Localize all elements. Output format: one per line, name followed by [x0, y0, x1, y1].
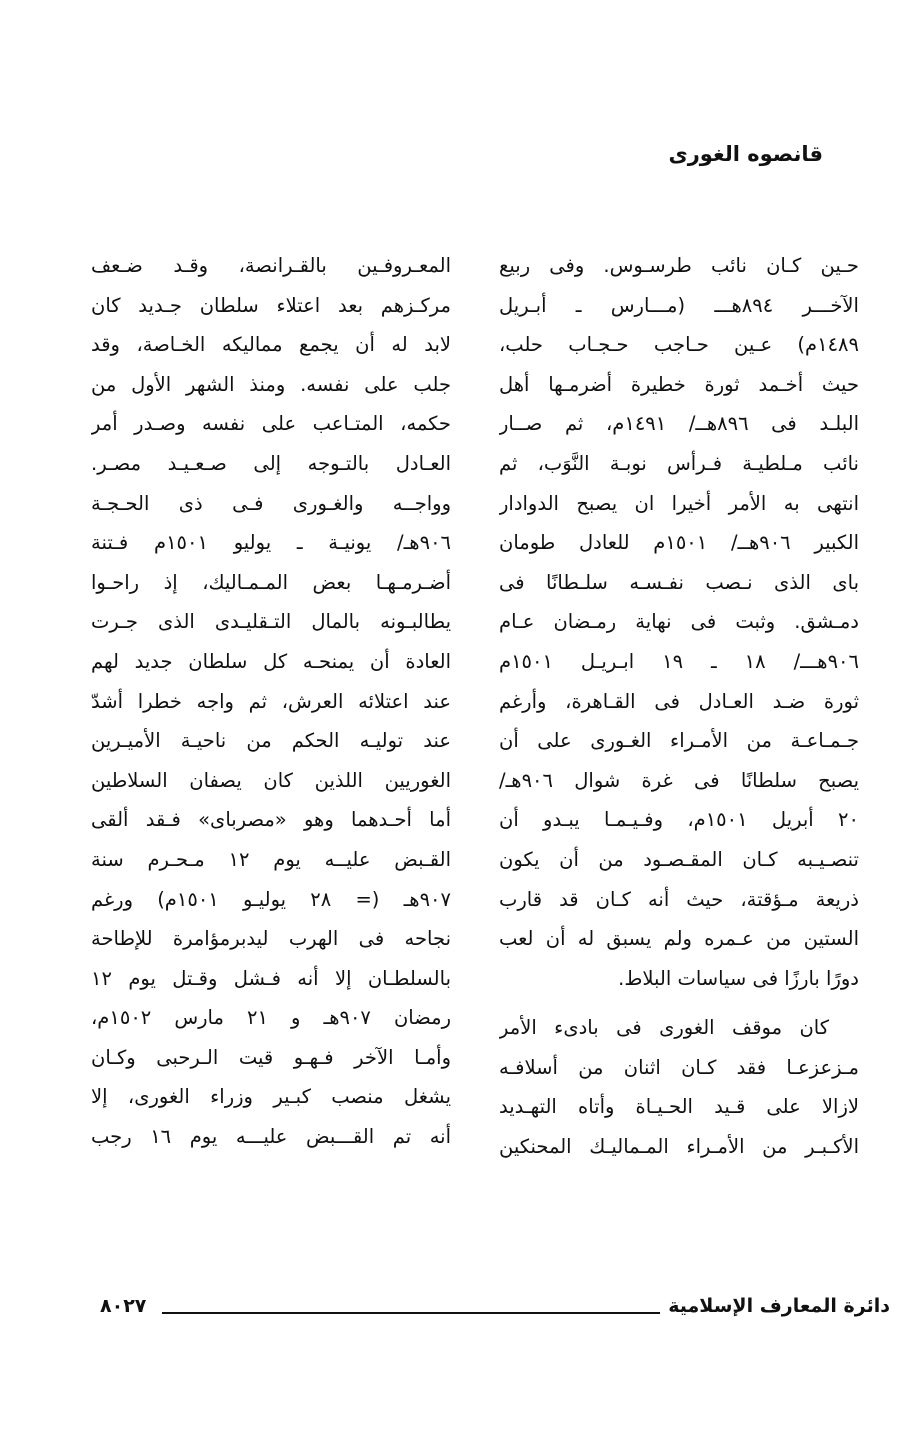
text-line: ٢٠ أبريل ١٥٠١م، وفـيـمـا يبـدو أن: [499, 808, 859, 832]
text-line: الستين من عـمره ولم يسبق له أن لعب: [499, 927, 859, 951]
text-line: تنصـيـبه كـان المقـصـود من أن يكون: [499, 847, 859, 871]
text-line: نجاحه فى الهرب ليدبرمؤامرة للإطاحة: [91, 927, 451, 951]
text-line: أما أحـدهما وهو «مصرباى» فـقد ألقى: [91, 808, 451, 832]
text-line: نائب مـلطيـة فـرأس نوبـة النَّوَب، ثم: [499, 451, 859, 475]
paragraph-gap: [499, 998, 859, 1008]
text-line: حكمه، المتـاعب على نفسه وصـدر أمر: [91, 412, 451, 436]
text-line: الأكـبـر من الأمـراء المـماليـك المحنكين: [499, 1135, 859, 1159]
text-line-content: كان موقف الغورى فى بادىء الأمر: [499, 1016, 829, 1040]
right-column: [499, 246, 859, 1167]
text-line: عند اعتلائه العرش، ثم واجه خطرا أشدّ: [91, 689, 451, 713]
text-line: البلـد فى ٨٩٦هــ/ ١٤٩١م، ثم صــار: [499, 412, 859, 436]
text-line: ٩٠٦هـــ/ ١٨ ـ ١٩ ابـريـل ١٥٠١م: [499, 649, 859, 673]
text-line: الآخـــر ٨٩٤هـــ (مـــارس ـ أبـريل: [499, 293, 859, 317]
text-line: [499, 1008, 859, 1048]
footer-rule: [162, 1312, 660, 1314]
text-line: المعـروفـين بالقـرانصة، وقـد ضـعف: [91, 254, 451, 277]
text-line: يصبح سلطانًا فى غرة شوال ٩٠٦هـ/: [499, 768, 859, 792]
text-line: القـبض عليــه يوم ١٢ مـحـرم سنة: [91, 847, 451, 871]
text-line: انتهى به الأمر أخيرا ان يصبح الدوادار: [499, 491, 859, 515]
text-line: ١٤٨٩م) عـين حـاجب حـجـاب حلب،: [499, 333, 859, 357]
text-line: جـمـاعـة من الأمـراء الغـورى على أن: [499, 729, 859, 753]
text-line: العادة أن يمنحـه كل سلطان جديد لهم: [91, 649, 451, 673]
text-line: رمضان ٩٠٧هـ و ٢١ مارس ١٥٠٢م،: [91, 1006, 451, 1030]
text-line: الكبير ٩٠٦هــ/ ١٥٠١م للعادل طومان: [499, 531, 859, 555]
text-line: ٩٠٦هـ/ يونيـة ـ يوليو ١٥٠١م فـتنة: [91, 531, 451, 555]
text-line: أضـرمـهـا بعض المـمـاليك، إذ راحـوا: [91, 570, 451, 594]
text-line: دمـشق. وثبت فى نهاية رمـضان عـام: [499, 610, 859, 634]
text-line: يشغل منصب كبـير وزراء الغورى، إلا: [91, 1085, 451, 1109]
footer-journal-name: دائرة المعارف الإسلامية: [668, 1295, 890, 1317]
text-line: بالسلطـان إلا أنه فـشل وقـتل يوم ١٢: [91, 966, 451, 990]
text-line: مركـزهم بعد اعتلاء سلطان جـديد كان: [91, 293, 451, 317]
text-line: يطالبـونه بالمال التـقليـدى الذى جـرت: [91, 610, 451, 634]
left-column: [91, 246, 451, 1157]
footer-page-number: ٨٠٢٧: [100, 1295, 147, 1317]
text-line: باى الذى نـصب نفـسـه سلـطانًا فى: [499, 570, 859, 594]
text-line: عند توليـه الحكم من ناحيـة الأميـرين: [91, 729, 451, 753]
text-line: ٩٠٧هـ (= ٢٨ يوليـو ١٥٠١م) ورغم: [91, 887, 451, 911]
text-line: وواجــه والغـورى فـى ذى الحـجـة: [91, 491, 451, 515]
text-line: وأمـا الآخر فـهـو قيت الـرحبى وكـان: [91, 1045, 451, 1069]
page-footer: [100, 1295, 890, 1325]
text-line: لازالا على قـيد الحـيـاة وأتاه التهـديد: [499, 1095, 859, 1119]
text-line: أنه تم القـــبض عليـــه يوم ١٦ رجب: [91, 1125, 451, 1149]
text-line: لابد له أن يجمع مماليكه الخـاصة، وقد: [91, 333, 451, 357]
text-line: ثورة ضـد العـادل فى القـاهرة، وأرغم: [499, 689, 859, 713]
text-line: مـزعزعـا فقد كـان اثنان من أسلافـه: [499, 1055, 859, 1079]
text-line: حيث أخـمد ثورة خطيرة أضرمـها أهل: [499, 372, 859, 396]
text-line: حـين كـان نائب طرسـوس. وفى ربيع: [499, 254, 859, 277]
text-line: الغوريين اللذين كان يصفان السلاطين: [91, 768, 451, 792]
text-line: العـادل بالتـوجه إلى صـعـيـد مصـر.: [91, 451, 451, 475]
text-line: دورًا بارزًا فى سياسات البلاط.: [618, 966, 859, 990]
text-line: ذريعة مـؤقتة، حيث أنه كـان قد قارب: [499, 887, 859, 911]
running-header-title: قانصوه الغورى: [668, 142, 823, 166]
text-line: جلب على نفسه. ومنذ الشهر الأول من: [91, 372, 451, 396]
